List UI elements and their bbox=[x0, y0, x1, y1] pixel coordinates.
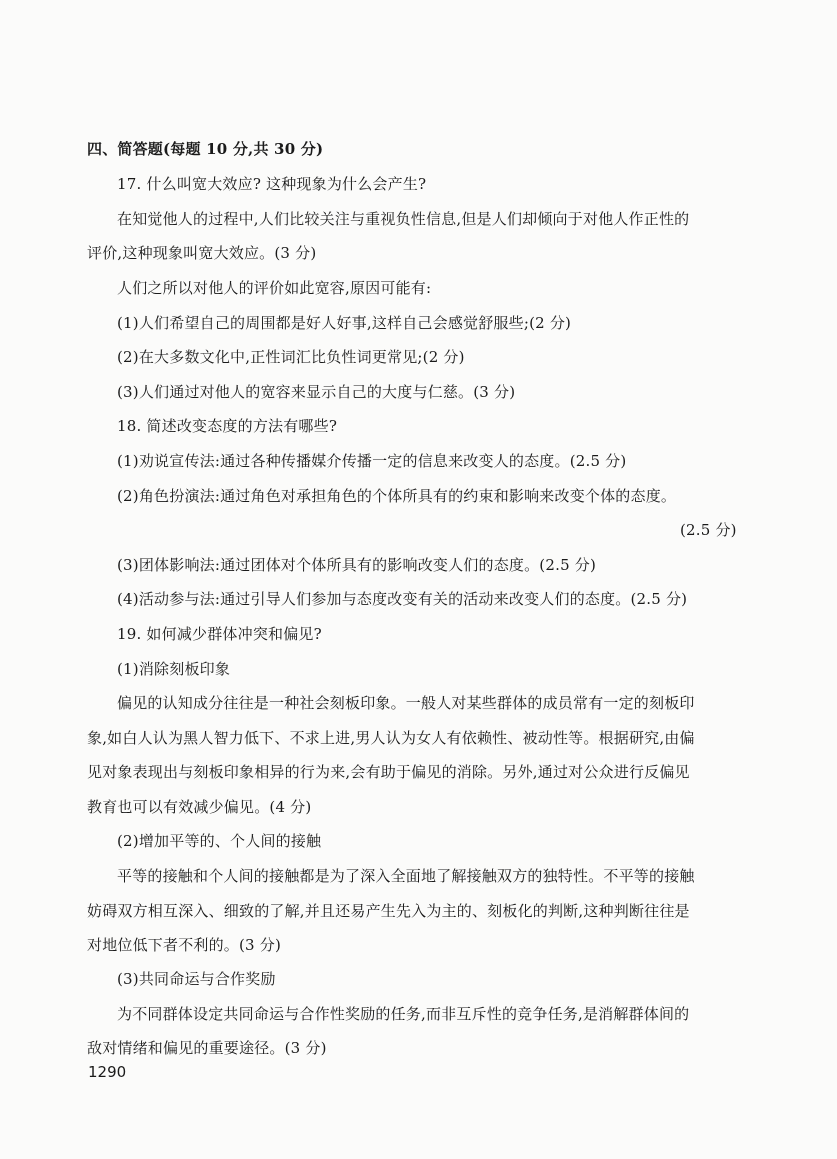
q17-reason-item: (1)人们希望自己的周围都是好人好事,这样自己会感觉舒服些;(2 分) bbox=[117, 314, 572, 332]
q17-answer-line: 评价,这种现象叫宽大效应。(3 分) bbox=[87, 244, 317, 262]
q19-paragraph-line: 敌对情绪和偏见的重要途径。(3 分) bbox=[87, 1039, 327, 1057]
q19-paragraph-line: 为不同群体设定共同命运与合作性奖励的任务,而非互斥性的竞争任务,是消解群体间的 bbox=[117, 1005, 690, 1023]
q17-reason-item: (2)在大多数文化中,正性词汇比负性词更常见;(2 分) bbox=[117, 348, 465, 366]
q18-method-score: (2.5 分) bbox=[680, 521, 737, 539]
q18-question: 18. 简述改变态度的方法有哪些? bbox=[117, 417, 338, 435]
q17-question: 17. 什么叫宽大效应? 这种现象为什么会产生? bbox=[117, 175, 427, 193]
q18-method-item: (4)活动参与法:通过引导人们参加与态度改变有关的活动来改变人们的态度。(2.5 分) bbox=[117, 590, 688, 608]
q19-point-title: (2)增加平等的、个人间的接触 bbox=[117, 832, 322, 850]
q19-paragraph-line: 妨碍双方相互深入、细致的了解,并且还易产生先入为主的、刻板化的判断,这种判断往往是 bbox=[87, 902, 690, 920]
q19-point-title: (3)共同命运与合作奖励 bbox=[117, 970, 276, 988]
q19-paragraph-line: 对地位低下者不利的。(3 分) bbox=[87, 936, 282, 954]
q17-reasons-intro: 人们之所以对他人的评价如此宽容,原因可能有: bbox=[117, 279, 432, 297]
q19-paragraph-line: 见对象表现出与刻板印象相异的行为来,会有助于偏见的消除。另外,通过对公众进行反偏见 bbox=[87, 763, 690, 781]
q19-question: 19. 如何减少群体冲突和偏见? bbox=[117, 625, 322, 643]
q18-method-item: (1)劝说宣传法:通过各种传播媒介传播一定的信息来改变人的态度。(2.5 分) bbox=[117, 452, 627, 470]
q19-paragraph-line: 平等的接触和个人间的接触都是为了深入全面地了解接触双方的独特性。不平等的接触 bbox=[117, 867, 695, 885]
section-heading: 四、简答题(每题 10 分,共 30 分) bbox=[87, 140, 324, 158]
page-number: 1290 bbox=[88, 1063, 127, 1081]
q19-paragraph-line: 教育也可以有效减少偏见。(4 分) bbox=[87, 798, 312, 816]
q18-method-item: (3)团体影响法:通过团体对个体所具有的影响改变人们的态度。(2.5 分) bbox=[117, 556, 597, 574]
q19-paragraph-line: 象,如白人认为黑人智力低下、不求上进,男人认为女人有依赖性、被动性等。根据研究,由偏 bbox=[87, 729, 695, 747]
q19-point-title: (1)消除刻板印象 bbox=[117, 660, 231, 678]
q18-method-item: (2)角色扮演法:通过角色对承担角色的个体所具有的约束和影响来改变个体的态度。 bbox=[117, 487, 677, 505]
q17-reason-item: (3)人们通过对他人的宽容来显示自己的大度与仁慈。(3 分) bbox=[117, 383, 516, 401]
q19-paragraph-line: 偏见的认知成分往往是一种社会刻板印象。一般人对某些群体的成员常有一定的刻板印 bbox=[117, 694, 695, 712]
q17-answer-line: 在知觉他人的过程中,人们比较关注与重视负性信息,但是人们却倾向于对他人作正性的 bbox=[117, 210, 690, 228]
